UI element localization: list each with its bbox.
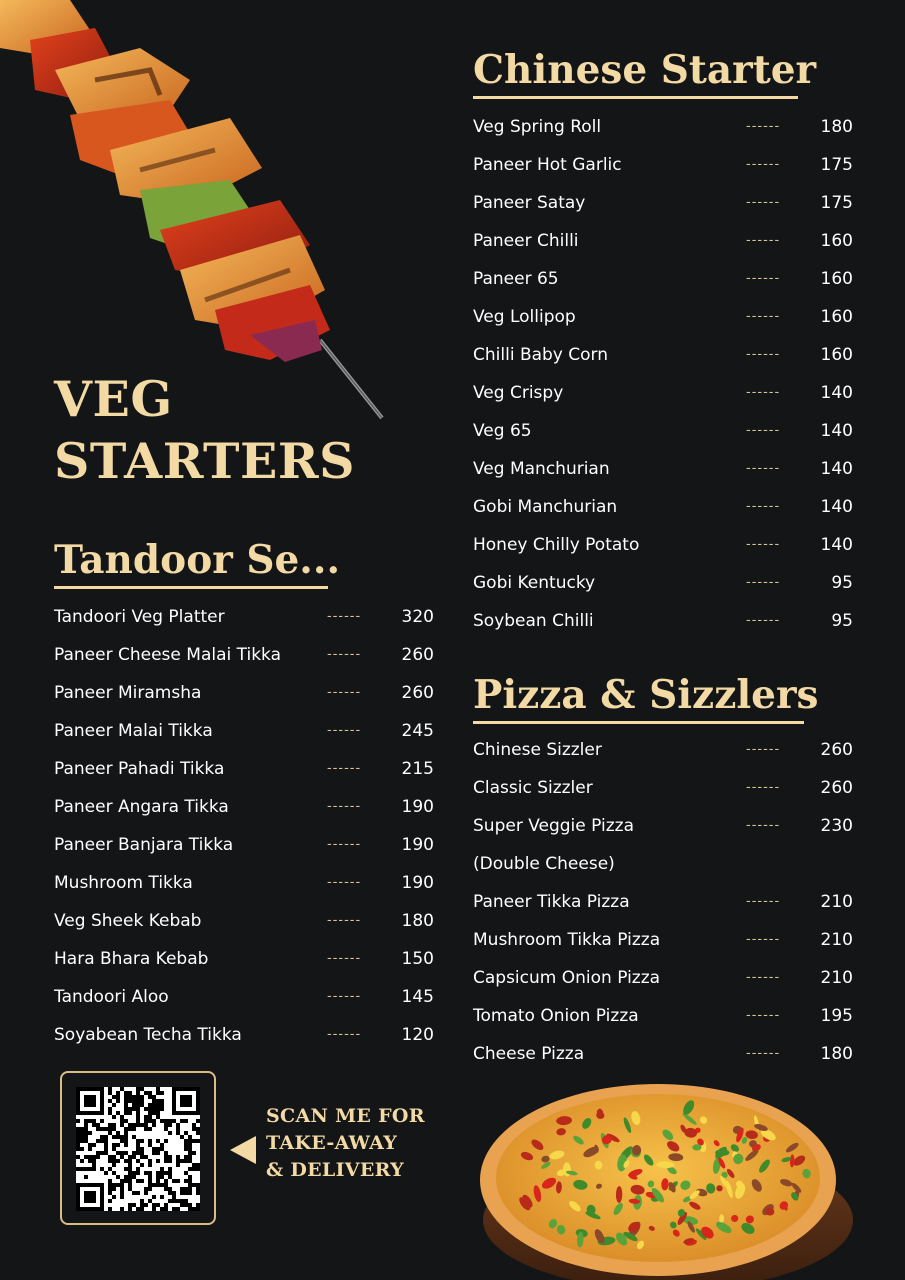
- menu-item-name: Super Veggie Pizza: [473, 816, 635, 836]
- menu-item: [473, 450, 853, 488]
- menu-item-leader: ------: [746, 575, 781, 590]
- menu-item: [54, 636, 434, 674]
- scan-line-3: & DELIVERY: [266, 1159, 404, 1181]
- menu-item: [473, 526, 853, 564]
- menu-item-name: Paneer Hot Garlic: [473, 155, 622, 175]
- menu-item: [54, 940, 434, 978]
- scan-instructions: [266, 1103, 425, 1184]
- menu-item-price: 160: [820, 269, 853, 289]
- menu-item-name: (Double Cheese): [473, 854, 615, 874]
- menu-item-leader: ------: [746, 233, 781, 248]
- menu-item: [54, 750, 434, 788]
- menu-item-price: 260: [401, 645, 434, 665]
- menu-item-price: 180: [401, 911, 434, 931]
- menu-item-price: 180: [820, 1044, 853, 1064]
- menu-item-name: Veg Manchurian: [473, 459, 610, 479]
- menu-item-price: 180: [820, 117, 853, 137]
- menu-item-leader: ------: [327, 761, 362, 776]
- menu-item: [54, 598, 434, 636]
- menu-item-price: 210: [820, 968, 853, 988]
- menu-item-leader: ------: [746, 894, 781, 909]
- menu-item-leader: ------: [327, 989, 362, 1004]
- menu-item-leader: ------: [746, 1008, 781, 1023]
- pizza-menu-list: [473, 731, 853, 1073]
- menu-item-leader: ------: [327, 723, 362, 738]
- menu-item: [473, 769, 853, 807]
- menu-item-leader: ------: [746, 157, 781, 172]
- menu-item-leader: ------: [746, 461, 781, 476]
- menu-item-name: Mushroom Tikka: [54, 873, 193, 893]
- menu-item-price: 160: [820, 307, 853, 327]
- menu-item: [473, 298, 853, 336]
- tandoor-section-heading: Tandoor Se...: [54, 536, 328, 589]
- menu-item-name: Veg Spring Roll: [473, 117, 602, 137]
- menu-item-name: Paneer Satay: [473, 193, 586, 213]
- menu-item-name: Capsicum Onion Pizza: [473, 968, 661, 988]
- menu-item-name: Paneer Chilli: [473, 231, 579, 251]
- menu-item-leader: ------: [746, 385, 781, 400]
- chinese-menu-list: [473, 108, 853, 640]
- menu-item-price: 195: [820, 1006, 853, 1026]
- scan-line-2: TAKE-AWAY: [266, 1132, 398, 1154]
- page-title-line-2: STARTERS: [54, 432, 355, 490]
- menu-item-price: 210: [820, 930, 853, 950]
- menu-item: [473, 1035, 853, 1073]
- menu-item-leader: ------: [746, 271, 781, 286]
- arrow-left-icon: [230, 1136, 256, 1164]
- menu-item-price: 95: [831, 611, 853, 631]
- menu-item: [473, 222, 853, 260]
- page-title: [54, 368, 355, 492]
- menu-item: [54, 712, 434, 750]
- menu-item-name: Tandoori Veg Platter: [54, 607, 225, 627]
- menu-item-name: Chinese Sizzler: [473, 740, 602, 760]
- menu-item: [54, 674, 434, 712]
- menu-item: [473, 184, 853, 222]
- menu-item-leader: ------: [327, 913, 362, 928]
- menu-item-leader: ------: [746, 613, 781, 628]
- menu-item-leader: ------: [327, 647, 362, 662]
- menu-item-price: 175: [820, 155, 853, 175]
- menu-item-name: Veg 65: [473, 421, 532, 441]
- menu-item: [473, 845, 853, 883]
- menu-item-name: Cheese Pizza: [473, 1044, 585, 1064]
- menu-item-price: 140: [820, 497, 853, 517]
- menu-item-leader: ------: [746, 537, 781, 552]
- menu-item-leader: ------: [746, 970, 781, 985]
- menu-item: [54, 978, 434, 1016]
- menu-item-price: 190: [401, 797, 434, 817]
- chinese-section-heading: Chinese Starter: [473, 46, 798, 99]
- menu-item: [473, 146, 853, 184]
- page-title-line-1: VEG: [54, 370, 173, 428]
- skewer-image: [0, 0, 400, 430]
- menu-item-name: Paneer Tikka Pizza: [473, 892, 630, 912]
- tandoor-menu-list: [54, 598, 434, 1054]
- menu-item: [473, 883, 853, 921]
- menu-item-price: 260: [820, 740, 853, 760]
- menu-item-price: 245: [401, 721, 434, 741]
- menu-item: [54, 864, 434, 902]
- qr-code-frame[interactable]: [60, 1071, 216, 1225]
- menu-item-name: Paneer Angara Tikka: [54, 797, 229, 817]
- menu-item-price: 160: [820, 231, 853, 251]
- menu-item: [54, 788, 434, 826]
- scan-line-1: SCAN ME FOR: [266, 1105, 425, 1127]
- menu-item: [473, 731, 853, 769]
- menu-item-name: Veg Sheek Kebab: [54, 911, 202, 931]
- menu-item-price: 140: [820, 535, 853, 555]
- menu-item-leader: ------: [746, 742, 781, 757]
- menu-item-price: 320: [401, 607, 434, 627]
- menu-item-price: 95: [831, 573, 853, 593]
- menu-item: [473, 374, 853, 412]
- qr-code-icon[interactable]: [76, 1087, 200, 1211]
- menu-item-name: Tandoori Aloo: [54, 987, 169, 1007]
- menu-item: [473, 564, 853, 602]
- menu-item: [473, 260, 853, 298]
- menu-item-leader: ------: [746, 1046, 781, 1061]
- menu-item: [473, 921, 853, 959]
- menu-item: [473, 488, 853, 526]
- menu-item-name: Mushroom Tikka Pizza: [473, 930, 661, 950]
- menu-item-price: 230: [820, 816, 853, 836]
- menu-item-price: 140: [820, 383, 853, 403]
- menu-item-price: 210: [820, 892, 853, 912]
- menu-item-leader: ------: [746, 932, 781, 947]
- menu-item-price: 190: [401, 835, 434, 855]
- menu-item-name: Soyabean Techa Tikka: [54, 1025, 242, 1045]
- menu-item-name: Paneer Miramsha: [54, 683, 202, 703]
- menu-item-name: Veg Lollipop: [473, 307, 576, 327]
- menu-item-price: 150: [401, 949, 434, 969]
- menu-item-leader: ------: [327, 1027, 362, 1042]
- menu-item-leader: ------: [327, 685, 362, 700]
- menu-item-name: Classic Sizzler: [473, 778, 593, 798]
- menu-item: [54, 902, 434, 940]
- menu-item: [473, 807, 853, 845]
- menu-item-leader: ------: [746, 818, 781, 833]
- menu-item-price: 140: [820, 421, 853, 441]
- menu-item: [473, 602, 853, 640]
- menu-item-name: Paneer 65: [473, 269, 559, 289]
- menu-item-leader: ------: [746, 195, 781, 210]
- menu-item-leader: ------: [327, 799, 362, 814]
- menu-item-price: 160: [820, 345, 853, 365]
- menu-item-leader: ------: [327, 837, 362, 852]
- menu-item-price: 140: [820, 459, 853, 479]
- menu-item-leader: ------: [327, 875, 362, 890]
- menu-item: [54, 826, 434, 864]
- menu-item: [473, 997, 853, 1035]
- menu-item: [473, 959, 853, 997]
- menu-item-name: Honey Chilly Potato: [473, 535, 640, 555]
- menu-item-leader: ------: [746, 309, 781, 324]
- menu-item-name: Hara Bhara Kebab: [54, 949, 209, 969]
- pizza-image: [478, 1070, 858, 1280]
- menu-item-price: 190: [401, 873, 434, 893]
- menu-item-price: 260: [401, 683, 434, 703]
- menu-item-leader: ------: [327, 951, 362, 966]
- menu-item-name: Soybean Chilli: [473, 611, 594, 631]
- menu-item-leader: ------: [746, 423, 781, 438]
- menu-item: [54, 1016, 434, 1054]
- menu-item-name: Paneer Cheese Malai Tikka: [54, 645, 282, 665]
- menu-item-name: Gobi Manchurian: [473, 497, 618, 517]
- menu-item-name: Paneer Banjara Tikka: [54, 835, 234, 855]
- menu-item-leader: ------: [746, 119, 781, 134]
- menu-item-leader: ------: [327, 609, 362, 624]
- menu-item-name: Veg Crispy: [473, 383, 564, 403]
- menu-item-name: Paneer Malai Tikka: [54, 721, 213, 741]
- menu-item-name: Paneer Pahadi Tikka: [54, 759, 225, 779]
- menu-item-leader: ------: [746, 499, 781, 514]
- menu-item-name: Chilli Baby Corn: [473, 345, 609, 365]
- pizza-section-heading: Pizza & Sizzlers: [473, 671, 804, 724]
- menu-item-price: 120: [401, 1025, 434, 1045]
- menu-item-price: 145: [401, 987, 434, 1007]
- menu-item: [473, 108, 853, 146]
- menu-item-name: Tomato Onion Pizza: [473, 1006, 639, 1026]
- menu-item-price: 215: [401, 759, 434, 779]
- menu-item-name: Gobi Kentucky: [473, 573, 596, 593]
- menu-item-price: 260: [820, 778, 853, 798]
- menu-item-leader: ------: [746, 347, 781, 362]
- menu-item: [473, 336, 853, 374]
- menu-item-price: 175: [820, 193, 853, 213]
- menu-item: [473, 412, 853, 450]
- menu-item-leader: ------: [746, 780, 781, 795]
